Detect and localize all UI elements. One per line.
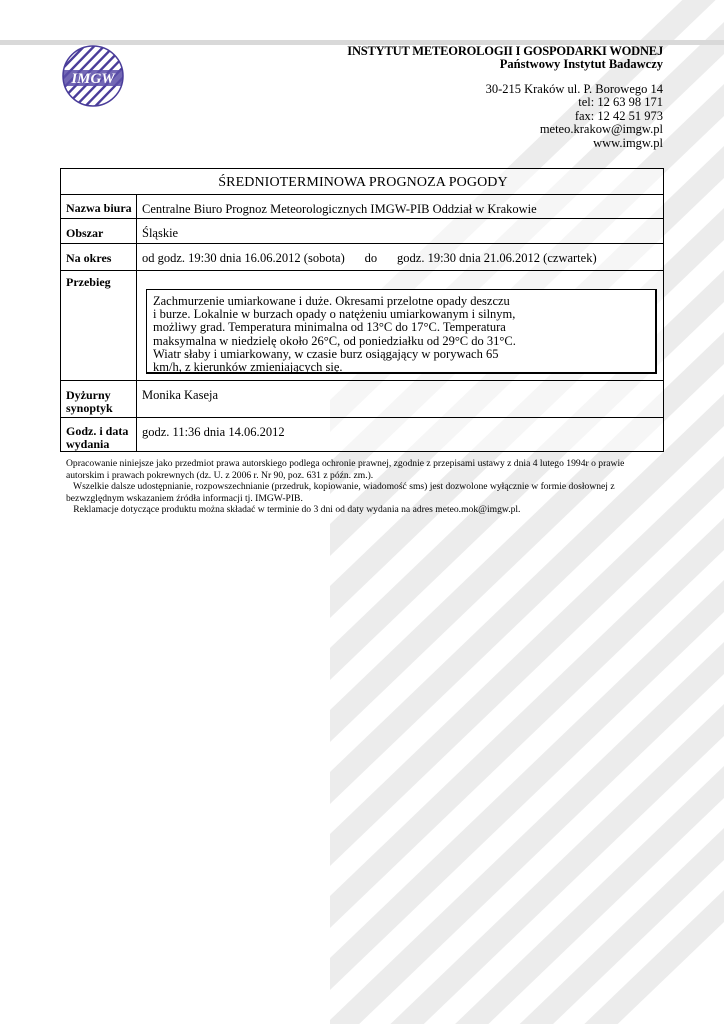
forecast-table [60, 168, 664, 452]
description-line: możliwy grad. Temperatura minimalna od 13°C do 17°C. Temperatura [153, 320, 506, 335]
description-line: km/h, z kierunków zmieniających się. [153, 360, 343, 375]
course-label: Przebieg [66, 275, 111, 289]
row-divider [61, 270, 663, 271]
description-line: Zachmurzenie umiarkowane i duże. Okresami przelotne opady deszczu [153, 294, 510, 308]
row-divider [61, 218, 663, 219]
issued-label-line: wydania [66, 437, 110, 451]
area-label: Obszar [66, 226, 104, 240]
description-line: maksymalna w niedzielę około 26°C, od poniedziałku od 29°C do 31°C. [153, 333, 516, 348]
website-line: www.imgw.pl [593, 135, 663, 150]
office-value: Centralne Biuro Prognoz Meteorologicznych IMGW-PIB Oddział w Krakowie [142, 202, 537, 216]
forecaster-value: Monika Kaseja [142, 388, 219, 402]
footer-line: Opracowanie niniejsze jako przedmiot prawa autorskiego podlega ochronie prawnej, zgodnie z przepisami ustawy z dnia 4 lutego 1994r o prawie [66, 458, 625, 469]
row-divider [61, 194, 663, 195]
period-label: Na okres [66, 251, 112, 265]
period-to-word: do [364, 251, 378, 265]
area-value: Śląskie [142, 226, 179, 240]
address-line: 30-215 Kraków ul. P. Borowego 14 [485, 82, 663, 96]
forecaster-label-line: synoptyk [66, 401, 113, 415]
footer-line: Reklamacje dotyczące produktu można składać w terminie do 3 dni od daty wydania na adres meteo.mok@imgw.pl. [66, 504, 521, 516]
period-to: godz. 19:30 dnia 21.06.2012 (czwartek) [397, 251, 597, 265]
forecast-title: ŚREDNIOTERMINOWA PROGNOZA POGODY [218, 175, 508, 190]
issued-value: godz. 11:36 dnia 14.06.2012 [142, 425, 285, 439]
imgw-logo [60, 44, 126, 108]
period-from: od godz. 19:30 dnia 16.06.2012 (sobota) [142, 251, 345, 265]
logo-text: IMGW [71, 71, 115, 87]
office-label: Nazwa biura [66, 201, 132, 215]
forecaster-label-line: Dyżurny [66, 388, 111, 402]
issued-label [66, 425, 128, 451]
institute-name: INSTYTUT METEOROLOGII I GOSPODARKI WODNEJ [347, 44, 663, 58]
row-divider [61, 417, 663, 418]
forecast-description-box [146, 289, 657, 374]
description-line: i burze. Lokalnie w burzach opady o natężeniu umiarkowanym i silnym, [153, 307, 516, 322]
description-line: Wiatr słaby i umiarkowany, w czasie burz osiągający w porywach 65 [153, 346, 499, 361]
copyright-footer [66, 458, 662, 516]
fax-line: fax: 12 42 51 973 [574, 108, 663, 123]
column-divider [136, 194, 137, 452]
footer-line: Wszelkie dalsze udostępnianie, rozpowszechnianie (przedruk, kopiowanie, wiadomość sms) jest dozwolone wyłącznie w formie dosłownej z [66, 481, 615, 493]
footer-line: bezwzględnym wskazaniem źródła informacji tj. IMGW-PIB. [66, 492, 303, 504]
forecaster-label [66, 389, 113, 415]
institute-subtitle: Państwowy Instytut Badawczy [499, 57, 663, 71]
period-value [142, 251, 597, 266]
email-line: meteo.krakow@imgw.pl [539, 122, 663, 137]
issued-label-line: Godz. i data [66, 424, 129, 438]
row-divider [61, 380, 663, 381]
footer-line: autorskim i prawach pokrewnych (dz. U. z 2006 r. Nr 90, poz. 631 z późn. zm.). [66, 469, 374, 481]
contact-address [486, 83, 663, 150]
phone-line: tel: 12 63 98 171 [578, 95, 663, 110]
row-divider [61, 243, 663, 244]
